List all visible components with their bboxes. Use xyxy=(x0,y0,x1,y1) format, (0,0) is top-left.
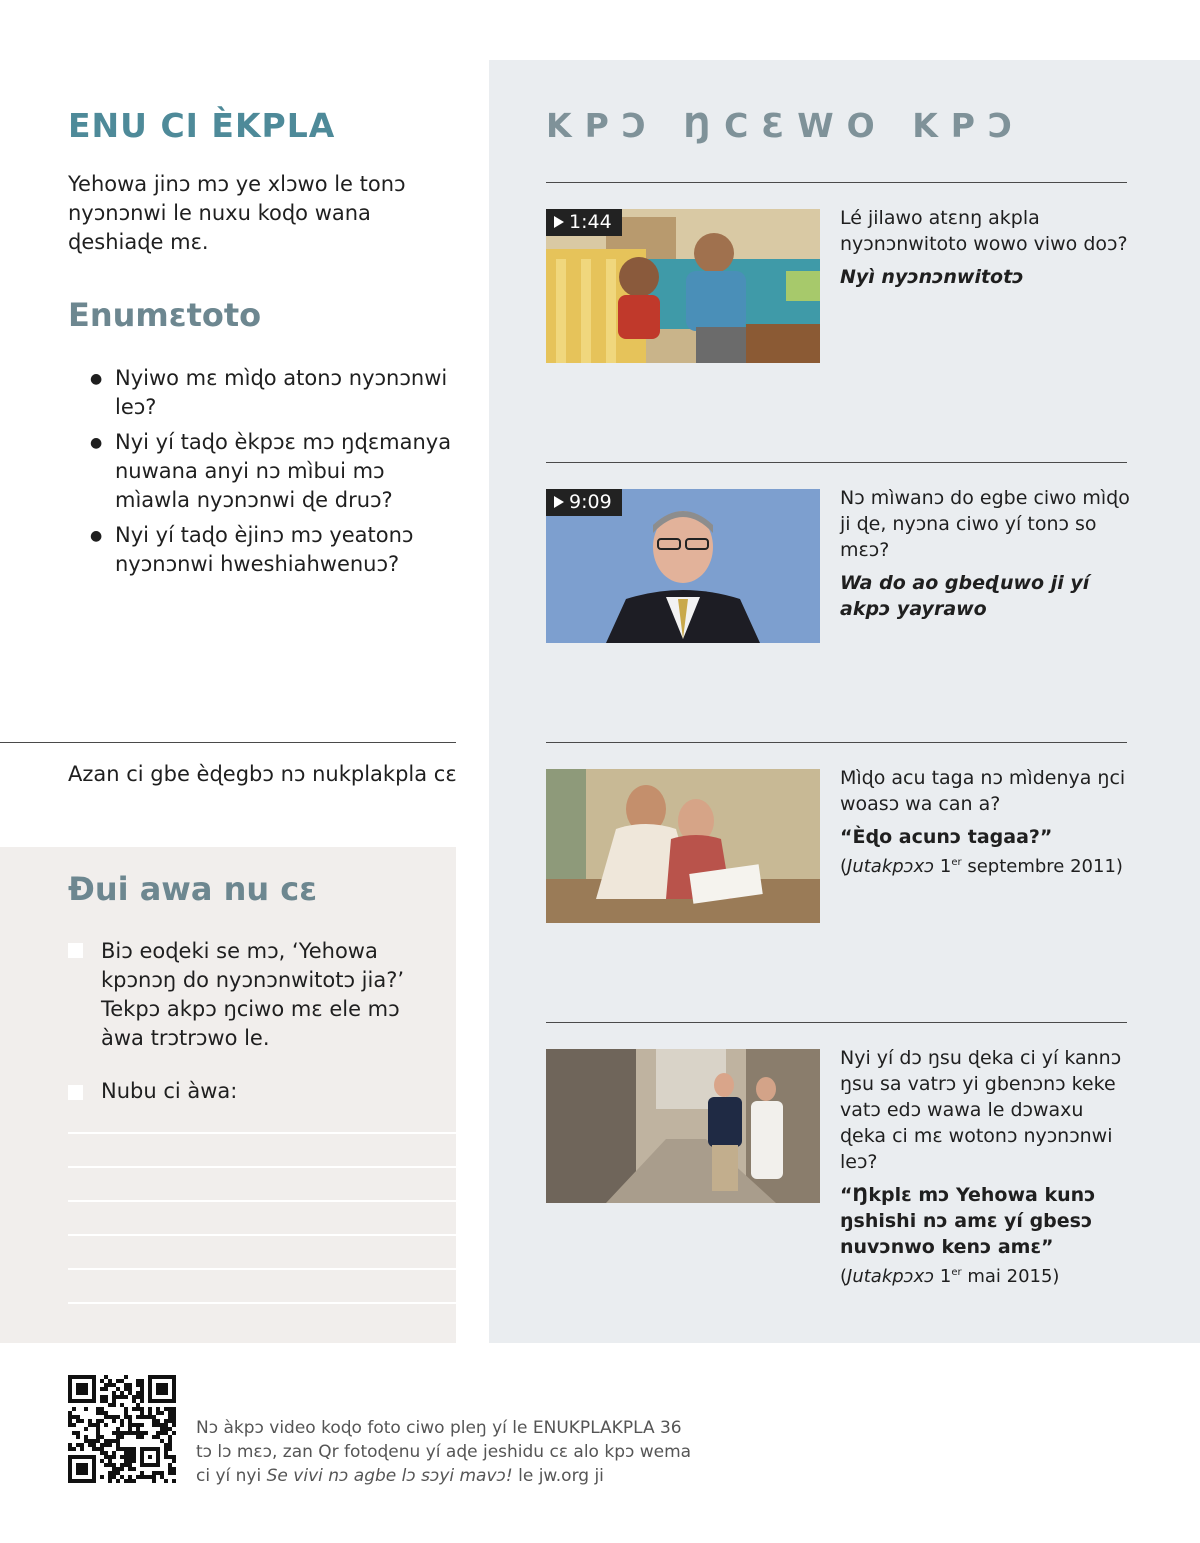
footer-line: tɔ lɔ mɛɔ, zan Qr fotoɖenu yí aɖe jeshidu cɛ alo kpɔ wema xyxy=(196,1442,692,1462)
review-title: Enumɛtoto xyxy=(68,296,262,334)
writing-line[interactable] xyxy=(68,1234,456,1236)
discover-title: KPƆ ŊCƐWO KPƆ xyxy=(546,106,1026,145)
publication-reference: (Jutakpɔxɔ 1er septembre 2011) xyxy=(840,856,1123,877)
issue-day: 1 xyxy=(939,1266,952,1287)
discover-question: Nɔ mìwanɔ do egbe ciwo mìɖo ji ɖe, nyɔna ciwo yí tonɔ so mɛɔ? xyxy=(840,487,1130,561)
issue-day: 1 xyxy=(939,856,952,877)
writing-line[interactable] xyxy=(68,1200,456,1202)
footer-line xyxy=(196,1464,716,1488)
task-text: Biɔ eoɖeki se mɔ, ‘Yehowa kpɔnɔŋ do nyɔnɔnwitotɔ jia?’ Tekpɔ akpɔ ŋciwo mɛ ele mɔ àwa trɔtrɔwo le. xyxy=(101,939,405,1050)
discover-question: Lé jilawo atɛnŋ akpla nyɔnɔnwitoto wowo viwo doɔ? xyxy=(840,207,1128,255)
article-image[interactable] xyxy=(546,1049,820,1203)
review-question: ● Nyi yí taɖo èkpɔɛ mɔ ŋɖɛmanya nuwana anyi nɔ mìbui mɔ mìawla nyɔnɔnwi ɖe druɔ? xyxy=(90,428,460,515)
writing-line[interactable] xyxy=(68,1166,456,1168)
publication-name: Jutakpɔxɔ xyxy=(847,1266,935,1287)
footer-text: ci yí nyi xyxy=(196,1466,267,1486)
task-text: Nubu ci àwa: xyxy=(101,1079,238,1103)
review-question: ● Nyi yí taɖo èjinɔ mɔ yeatonɔ nyɔnɔnwi hweshiahwenuɔ? xyxy=(90,521,460,579)
discover-item xyxy=(840,1045,1130,1290)
video-duration-badge xyxy=(546,209,622,236)
goal-note: Azan ci gbe èɖegbɔ nɔ nukplakpla cɛ xyxy=(68,762,457,786)
review-list xyxy=(90,364,460,585)
article-image[interactable] xyxy=(546,769,820,923)
task-checkbox[interactable] xyxy=(68,943,83,958)
writing-line[interactable] xyxy=(68,1132,456,1134)
footer-line: Nɔ àkpɔ video koɖo foto ciwo pleŋ yí le ENUKPLAKPLA 36 xyxy=(196,1418,682,1438)
review-question: ● Nyiwo mɛ mìɖo atonɔ nyɔnɔnwi leɔ? xyxy=(90,364,460,422)
discover-link-title[interactable]: “Èɖo acunɔ tagaa?” xyxy=(840,826,1053,848)
discover-item xyxy=(840,485,1130,622)
video-thumbnail[interactable] xyxy=(546,209,820,363)
play-icon xyxy=(554,496,564,508)
video-duration-badge xyxy=(546,489,622,516)
tasks-title: Ɖui awa nu cɛ xyxy=(68,870,318,908)
ordinal-suffix: er xyxy=(951,857,962,868)
writing-line[interactable] xyxy=(68,1302,456,1304)
divider xyxy=(546,182,1127,183)
task-checkbox[interactable] xyxy=(68,1085,83,1100)
book-title: Se vivi nɔ agbe lɔ sɔyi mavɔ! xyxy=(266,1466,513,1486)
discover-question: Nyi yí dɔ ŋsu ɖeka ci yí kannɔ ŋsu sa vatrɔ yi gbenɔnɔ keke vatɔ edɔ wawa le dɔwaxu ɖeka ci mɛ wotonɔ nyɔnɔnwi leɔ? xyxy=(840,1047,1122,1173)
discover-item xyxy=(840,205,1130,290)
qr-code[interactable] xyxy=(68,1375,176,1483)
discover-link-title[interactable]: Nyì nyɔnɔnwitotɔ xyxy=(840,266,1024,288)
issue-date: mai 2015) xyxy=(967,1266,1060,1287)
qr-code-icon xyxy=(68,1375,176,1483)
divider xyxy=(546,742,1127,743)
issue-date: septembre 2011) xyxy=(967,856,1123,877)
discover-question: Mìɖo acu taga nɔ mìdenya ŋci woasɔ wa can a? xyxy=(840,767,1126,815)
divider xyxy=(546,1022,1127,1023)
writing-line[interactable] xyxy=(68,1268,456,1270)
discover-link-title[interactable]: Wa do ao gbeɖuwo ji yí akpɔ yayrawo xyxy=(840,572,1090,620)
discover-link-title[interactable]: “Ŋkplɛ mɔ Yehowa kunɔ ŋshishi nɔ amɛ yí gbesɔ nuvɔnwo kenɔ amɛ” xyxy=(840,1184,1096,1258)
publication-name: Jutakpɔxɔ xyxy=(847,856,935,877)
footer-text: le jw.org ji xyxy=(512,1466,604,1486)
couple-reviewing-bills-image xyxy=(546,769,820,923)
publication-reference: (Jutakpɔxɔ 1er mai 2015) xyxy=(840,1266,1060,1287)
video-thumbnail[interactable] xyxy=(546,489,820,643)
play-icon xyxy=(554,216,564,228)
footer-note xyxy=(196,1416,716,1488)
summary-text: Yehowa jinɔ mɔ ye xlɔwo le tonɔ nyɔnɔnwi le nuxu koɖo wana ɖeshiaɖe mɛ. xyxy=(68,172,406,254)
duration: 1:44 xyxy=(569,211,612,233)
summary-title: ENU CI ÈKPLA xyxy=(68,106,336,145)
divider xyxy=(546,462,1127,463)
divider xyxy=(0,742,456,743)
discover-item xyxy=(840,765,1130,880)
duration: 9:09 xyxy=(569,491,612,513)
ordinal-suffix: er xyxy=(951,1267,962,1278)
couple-walking-street-image xyxy=(546,1049,820,1203)
